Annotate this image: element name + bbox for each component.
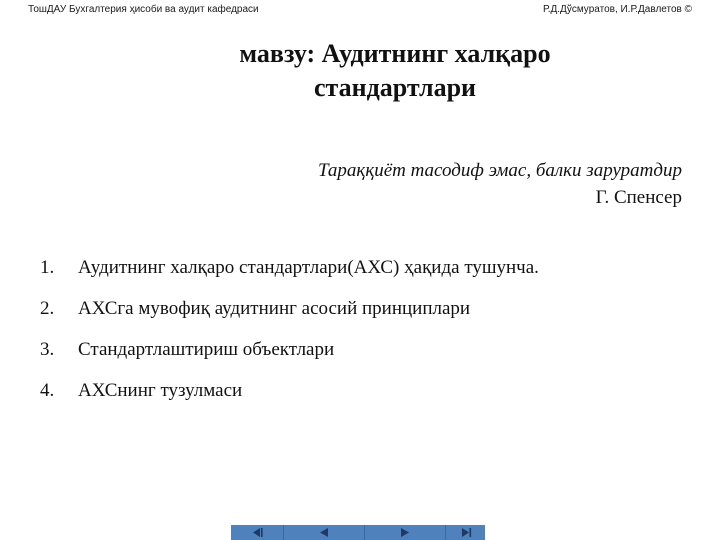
list-item-text: Стандартлаштириш объектлари — [78, 339, 335, 360]
header-authors: Р.Д.Дўсмуратов, И.Р.Давлетов © — [542, 4, 692, 15]
epigraph-author: Г. Спенсер — [595, 187, 682, 208]
epigraph-text: Тараққиёт тасодиф эмас, балки заруратдир — [318, 160, 682, 181]
topic-list — [40, 256, 700, 420]
last-slide-button[interactable] — [446, 525, 485, 540]
list-item — [40, 379, 700, 420]
list-item-number: 3. — [40, 339, 55, 360]
slide-navigation-bar — [231, 525, 485, 540]
list-item-number: 4. — [40, 380, 55, 401]
first-slide-icon — [250, 527, 264, 538]
list-item — [40, 297, 700, 338]
list-item-text: АХСга мувофиқ аудитнинг асосий принциплари — [78, 298, 471, 319]
next-slide-button[interactable] — [365, 525, 445, 540]
list-item-number: 1. — [40, 257, 55, 278]
list-item-number: 2. — [40, 298, 55, 319]
previous-slide-icon — [318, 527, 330, 538]
last-slide-icon — [459, 527, 473, 538]
epigraph — [318, 157, 682, 211]
slide-title — [180, 37, 610, 105]
list-item-text: АХСнинг тузулмаси — [78, 380, 243, 401]
slide-title-line-1: мавзу: Аудитнинг халқаро — [239, 39, 551, 68]
next-slide-icon — [399, 527, 411, 538]
list-item — [40, 256, 700, 297]
slide-title-line-2: стандартлари — [313, 73, 477, 102]
previous-slide-button[interactable] — [284, 525, 364, 540]
header-department: ТошДАУ Бухгалтерия ҳисоби ва аудит кафедраси — [28, 4, 259, 15]
list-item — [40, 338, 700, 379]
first-slide-button[interactable] — [231, 525, 283, 540]
list-item-text: Аудитнинг халқаро стандартлари(АХС) ҳақида тушунча. — [78, 257, 539, 278]
